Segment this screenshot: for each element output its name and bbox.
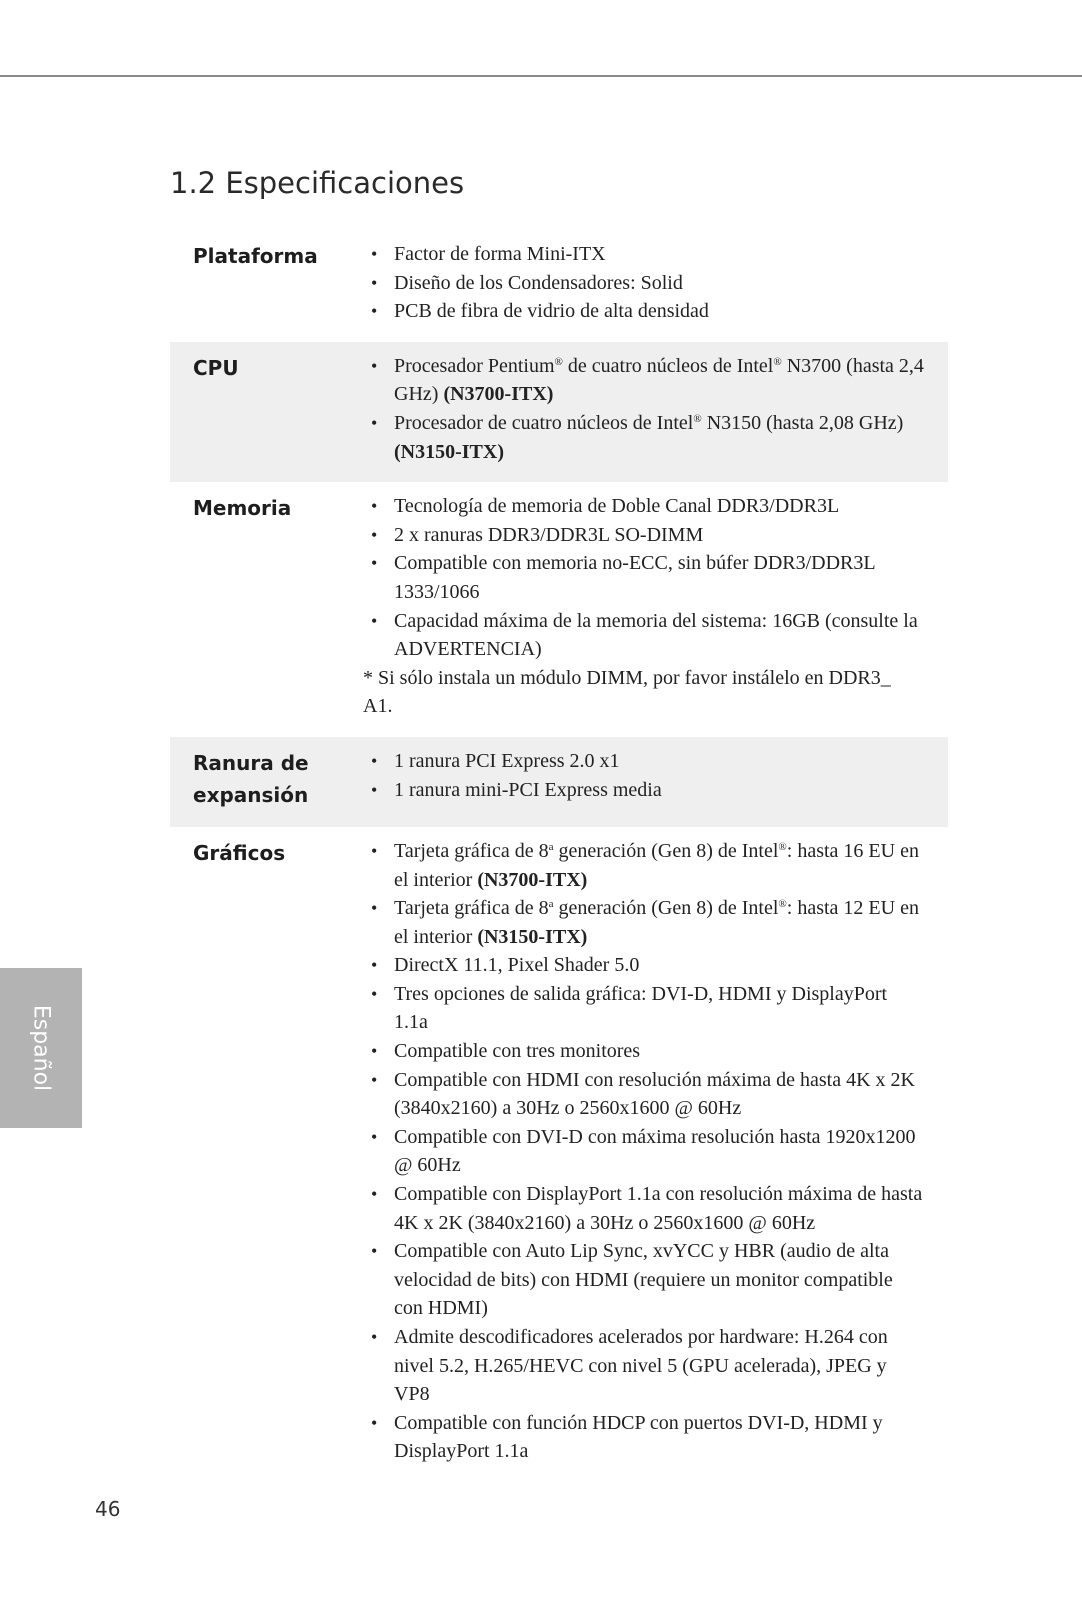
spec-item	[363, 240, 924, 269]
spec-item	[363, 951, 924, 980]
spec-item	[363, 894, 924, 951]
spec-item	[363, 747, 924, 776]
spec-label-line: CPU	[193, 355, 239, 380]
superscript: a	[548, 840, 554, 853]
spec-text: Compatible con función HDCP con puertos DVI-D, HDMI y DisplayPort 1.1a	[394, 1411, 883, 1463]
model-tag: (N3700-ITX)	[443, 383, 554, 406]
spec-text: : hasta 12 EU en el interior	[394, 897, 919, 948]
spec-item	[363, 269, 924, 298]
spec-text: N3700 (hasta 2,4 GHz)	[394, 354, 924, 406]
spec-text: generación (Gen 8) de Intel	[553, 839, 779, 862]
spec-row	[170, 230, 948, 342]
superscript: ®	[554, 355, 563, 368]
spec-note: * Si sólo instala un módulo DIMM, por favor instálelo en DDR3_ A1.	[363, 666, 891, 718]
spec-text: Compatible con Auto Lip Sync, xvYCC y HBR (audio de alta velocidad de bits) con HDMI (requiere un monitor compatible con HDMI)	[394, 1240, 893, 1320]
superscript: ®	[778, 840, 787, 853]
superscript: a	[548, 898, 554, 911]
spec-text: 2 x ranuras DDR3/DDR3L SO-DIMM	[394, 523, 704, 546]
spec-list	[363, 240, 924, 326]
spec-text: Compatible con HDMI con resolución máxima de hasta 4K x 2K (3840x2160) a 30Hz o 2560x1600 @ 60Hz	[394, 1068, 915, 1120]
spec-list	[363, 492, 924, 664]
spec-text: Compatible con DVI-D con máxima resolución hasta 1920x1200 @ 60Hz	[394, 1125, 916, 1177]
spec-item	[363, 1323, 924, 1409]
spec-text: Tarjeta gráfica de 8	[394, 839, 549, 862]
spec-label	[170, 837, 363, 1466]
model-tag: (N3700-ITX)	[477, 868, 588, 891]
spec-label-line: expansión	[193, 782, 309, 807]
spec-row	[170, 482, 948, 737]
superscript: ®	[778, 898, 787, 911]
spec-text: Admite descodificadores acelerados por hardware: H.264 con nivel 5.2, H.265/HEVC con nivel 5 (GPU acelerada), JPEG y VP8	[394, 1326, 888, 1406]
spec-text: : hasta 16 EU en el interior	[394, 839, 919, 891]
spec-item	[363, 1237, 924, 1323]
spec-item	[363, 297, 924, 326]
spec-list	[363, 352, 924, 466]
spec-item	[363, 549, 924, 606]
spec-item	[363, 1066, 924, 1123]
model-tag: (N3150-ITX)	[477, 925, 588, 948]
spec-item	[363, 409, 924, 466]
language-tab-label: Español	[28, 1004, 54, 1092]
spec-item	[363, 980, 924, 1037]
spec-text: Procesador Pentium	[394, 354, 555, 377]
spec-item	[363, 1180, 924, 1237]
superscript: ®	[693, 412, 702, 425]
spec-label	[170, 240, 363, 326]
spec-item	[363, 776, 924, 805]
header-rule	[0, 75, 1082, 77]
spec-list	[363, 837, 924, 1466]
language-side-tab	[0, 968, 82, 1128]
section-title: 1.2 Especificaciones	[170, 166, 465, 200]
spec-item	[363, 837, 924, 894]
spec-item	[363, 1123, 924, 1180]
spec-text: DirectX 11.1, Pixel Shader 5.0	[394, 954, 640, 977]
spec-item	[363, 492, 924, 521]
spec-label	[170, 747, 363, 811]
spec-text: 1 ranura mini-PCI Express media	[394, 778, 662, 801]
spec-text: Compatible con memoria no-ECC, sin búfer DDR3/DDR3L 1333/1066	[394, 552, 875, 603]
spec-text: Tecnología de memoria de Doble Canal DDR3/DDR3L	[394, 495, 840, 518]
model-tag: (N3150-ITX)	[394, 440, 504, 463]
spec-label-line: Memoria	[193, 496, 292, 521]
spec-item	[363, 521, 924, 550]
spec-text: 1 ranura PCI Express 2.0 x1	[394, 749, 620, 772]
spec-label-line: Ranura de	[193, 750, 309, 775]
spec-row	[170, 342, 948, 482]
spec-text: Diseño de los Condensadores: Solid	[394, 271, 683, 294]
spec-text: Capacidad máxima de la memoria del sistema: 16GB (consulte la ADVERTENCIA)	[394, 609, 918, 661]
spec-text: generación (Gen 8) de Intel	[553, 897, 779, 920]
spec-label-line: Plataforma	[193, 244, 318, 268]
spec-item	[363, 1409, 924, 1466]
spec-text: Compatible con DisplayPort 1.1a con resolución máxima de hasta 4K x 2K (3840x2160) a 30Hz o 2560x1600 @ 60Hz	[394, 1183, 923, 1234]
spec-table	[170, 230, 948, 1482]
spec-item	[363, 352, 924, 409]
spec-text: Procesador de cuatro núcleos de Intel	[394, 411, 694, 434]
spec-text: Factor de forma Mini-ITX	[394, 243, 606, 265]
spec-text: Compatible con tres monitores	[394, 1040, 641, 1063]
spec-content	[363, 492, 948, 721]
page-number: 46	[95, 1497, 121, 1521]
spec-row	[170, 737, 948, 827]
spec-text: Tres opciones de salida gráfica: DVI-D, HDMI y DisplayPort 1.1a	[394, 982, 888, 1034]
spec-text: N3150 (hasta 2,08 GHz)	[701, 411, 904, 434]
spec-content	[363, 352, 948, 466]
superscript: ®	[773, 355, 782, 368]
spec-list	[363, 747, 924, 804]
spec-label	[170, 352, 363, 466]
spec-content	[363, 240, 948, 326]
spec-label	[170, 492, 363, 721]
spec-item	[363, 607, 924, 664]
spec-row	[170, 827, 948, 1482]
spec-text: Tarjeta gráfica de 8	[394, 897, 549, 920]
spec-content	[363, 747, 948, 811]
spec-text: de cuatro núcleos de Intel	[562, 354, 774, 377]
spec-label-line: Gráficos	[193, 840, 286, 865]
spec-content	[363, 837, 948, 1466]
spec-text: PCB de fibra de vidrio de alta densidad	[394, 300, 709, 323]
spec-item	[363, 1037, 924, 1066]
